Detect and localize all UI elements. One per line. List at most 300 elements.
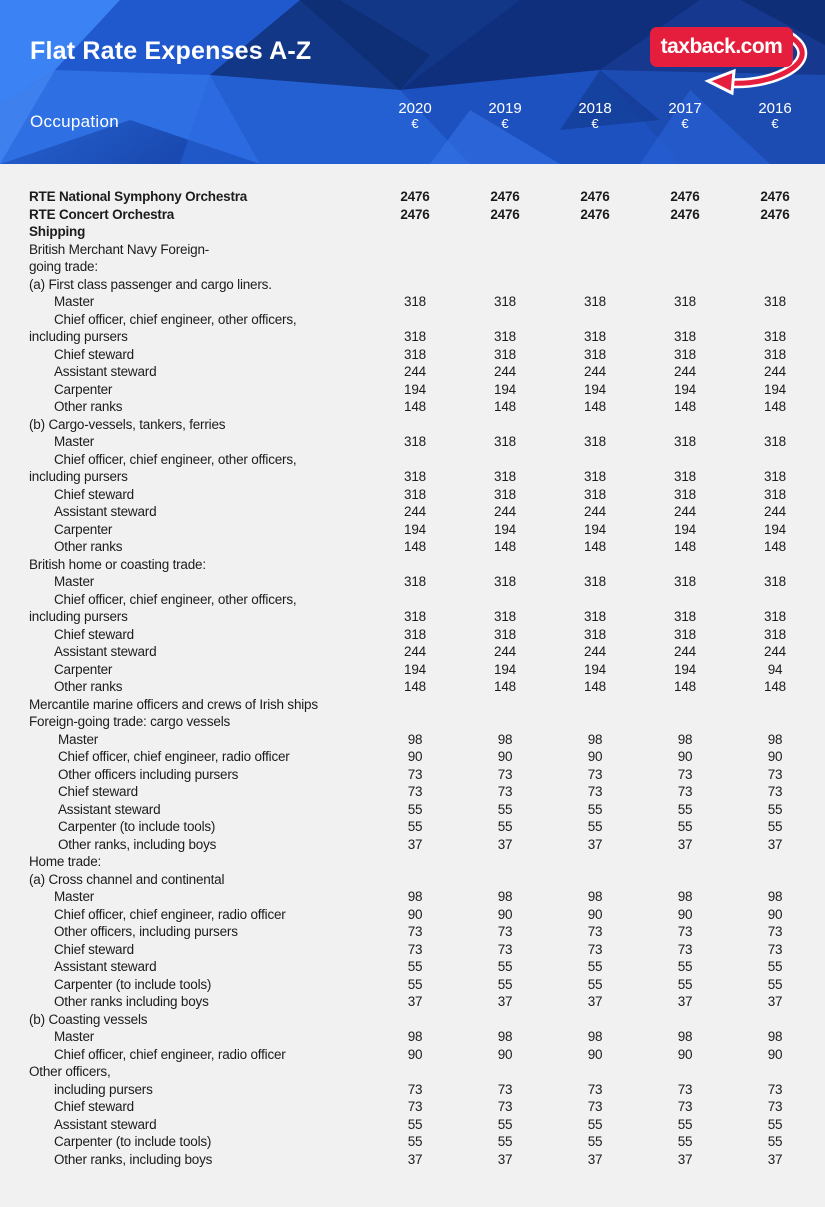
- row-label: RTE Concert Orchestra: [29, 206, 175, 222]
- row-value: 55: [587, 1116, 603, 1132]
- row-value: 55: [767, 959, 783, 974]
- row-value: 2476: [490, 206, 520, 222]
- row-label: Other ranks: [54, 679, 123, 694]
- row-value: 244: [764, 644, 786, 659]
- row-value: 90: [587, 1046, 603, 1062]
- row-value: 55: [497, 801, 513, 817]
- row-value: 73: [677, 1099, 693, 1114]
- row-value: 194: [764, 381, 786, 397]
- row-value: 318: [404, 434, 426, 449]
- row-value: 194: [404, 521, 426, 537]
- row-value: 194: [584, 661, 606, 677]
- row-value: 148: [674, 399, 696, 414]
- table-row: [0, 556, 825, 574]
- row-value: 98: [497, 889, 513, 904]
- row-value: 37: [497, 836, 513, 852]
- row-value: 37: [677, 836, 693, 852]
- table-row: [0, 503, 825, 521]
- row-value: 55: [767, 819, 783, 834]
- row-label: Chief officer, chief engineer, radio officer: [54, 1046, 286, 1062]
- row-label: (a) Cross channel and continental: [29, 871, 225, 887]
- row-value: 318: [764, 486, 786, 502]
- row-value: 148: [584, 539, 606, 554]
- row-label: Other officers, including pursers: [54, 924, 238, 939]
- table-row: [0, 433, 825, 451]
- row-value: 148: [494, 679, 516, 694]
- row-label: Assistant steward: [54, 959, 157, 974]
- row-label: Carpenter (to include tools): [54, 976, 212, 992]
- euro-symbol: €: [411, 116, 419, 132]
- row-value: 90: [407, 1046, 423, 1062]
- row-value: 318: [764, 469, 786, 484]
- row-value: 2476: [580, 206, 610, 222]
- row-label: Assistant steward: [54, 364, 157, 379]
- row-value: 37: [677, 1151, 693, 1167]
- row-label: including pursers: [54, 1081, 153, 1097]
- table-row: [0, 801, 825, 819]
- row-value: 55: [587, 819, 603, 834]
- row-value: 98: [587, 731, 603, 747]
- table-row: [0, 766, 825, 784]
- row-value: 2476: [490, 189, 520, 204]
- row-value: 73: [767, 924, 783, 939]
- row-label: Assistant steward: [58, 801, 161, 817]
- row-value: 55: [767, 1134, 783, 1149]
- row-label: Mercantile marine officers and crews of Irish ships: [29, 696, 318, 712]
- table-row: [0, 538, 825, 556]
- row-value: 194: [404, 661, 426, 677]
- row-value: 318: [674, 609, 696, 624]
- table-row: [0, 1011, 825, 1029]
- row-value: 90: [767, 1046, 783, 1062]
- table-row: [0, 1028, 825, 1046]
- row-value: 244: [494, 644, 516, 659]
- row-value: 318: [584, 329, 606, 344]
- row-value: 73: [407, 766, 423, 782]
- row-value: 55: [587, 959, 603, 974]
- year-label: 2016: [758, 100, 792, 117]
- row-value: 37: [677, 994, 693, 1009]
- row-value: 318: [674, 329, 696, 344]
- row-value: 90: [587, 749, 603, 764]
- row-value: 148: [764, 679, 786, 694]
- row-value: 148: [674, 679, 696, 694]
- row-value: 2476: [400, 206, 430, 222]
- row-value: 37: [587, 836, 603, 852]
- table-rows: [0, 164, 825, 1168]
- row-value: 148: [584, 399, 606, 414]
- row-value: 98: [407, 889, 423, 904]
- row-value: 55: [677, 801, 693, 817]
- row-value: 55: [497, 976, 513, 992]
- row-value: 90: [497, 749, 513, 764]
- row-value: 318: [404, 329, 426, 344]
- column-header-year-2017: [640, 100, 730, 132]
- row-label: Foreign-going trade: cargo vessels: [29, 714, 231, 729]
- row-value: 37: [407, 1151, 423, 1167]
- table-row: [0, 591, 825, 609]
- row-value: 55: [587, 1134, 603, 1149]
- table-row: [0, 363, 825, 381]
- table-row: [0, 871, 825, 889]
- row-value: 37: [767, 1151, 783, 1167]
- row-value: 148: [494, 539, 516, 554]
- table-row: [0, 311, 825, 329]
- row-value: 318: [494, 486, 516, 502]
- row-value: 98: [497, 1029, 513, 1044]
- row-value: 73: [407, 1099, 423, 1114]
- row-value: 90: [677, 1046, 693, 1062]
- year-label: 2019: [488, 100, 522, 117]
- row-label: (a) First class passenger and cargo liners.: [29, 276, 272, 292]
- row-label: Assistant steward: [54, 644, 157, 659]
- row-value: 73: [677, 924, 693, 939]
- table-row: [0, 1151, 825, 1169]
- row-value: 318: [584, 294, 606, 309]
- row-value: 94: [767, 661, 783, 677]
- year-label: 2018: [578, 100, 612, 117]
- row-value: 244: [404, 644, 426, 659]
- row-value: 318: [494, 469, 516, 484]
- row-value: 73: [677, 766, 693, 782]
- row-value: 98: [407, 731, 423, 747]
- row-value: 244: [674, 644, 696, 659]
- row-label: Assistant steward: [54, 504, 157, 519]
- row-value: 318: [584, 574, 606, 589]
- row-value: 194: [584, 381, 606, 397]
- row-value: 55: [407, 1116, 423, 1132]
- euro-symbol: €: [681, 116, 689, 132]
- row-value: 2476: [580, 189, 610, 204]
- row-label: Carpenter: [54, 661, 113, 677]
- row-value: 37: [407, 836, 423, 852]
- row-value: 73: [677, 784, 693, 799]
- row-label: going trade:: [29, 259, 98, 274]
- row-value: 37: [767, 994, 783, 1009]
- table-row: [0, 661, 825, 679]
- row-value: 148: [764, 399, 786, 414]
- row-value: 2476: [760, 206, 790, 222]
- table-row: [0, 976, 825, 994]
- row-label: Other officers,: [29, 1064, 111, 1079]
- row-label: Carpenter (to include tools): [58, 819, 216, 834]
- row-value: 73: [497, 1081, 513, 1097]
- table-row: [0, 678, 825, 696]
- row-label: British Merchant Navy Foreign-: [29, 241, 210, 257]
- table-row: [0, 993, 825, 1011]
- row-value: 55: [497, 1116, 513, 1132]
- table-row: [0, 521, 825, 539]
- expenses-table: [0, 164, 825, 1207]
- taxback-logo[interactable]: [640, 18, 825, 100]
- row-value: 194: [494, 661, 516, 677]
- row-value: 2476: [670, 189, 700, 204]
- row-label: Chief officer, chief engineer, other officers,: [54, 591, 297, 607]
- row-value: 55: [677, 1116, 693, 1132]
- table-row: [0, 923, 825, 941]
- row-value: 318: [584, 434, 606, 449]
- header-banner: [0, 0, 825, 164]
- row-value: 318: [494, 329, 516, 344]
- euro-symbol: €: [591, 116, 599, 132]
- row-value: 318: [674, 346, 696, 362]
- table-row: [0, 451, 825, 469]
- table-row: [0, 258, 825, 276]
- table-row: [0, 818, 825, 836]
- table-row: [0, 468, 825, 486]
- row-value: 55: [497, 1134, 513, 1149]
- row-value: 73: [497, 784, 513, 799]
- row-value: 244: [404, 364, 426, 379]
- row-value: 55: [767, 801, 783, 817]
- row-value: 318: [764, 574, 786, 589]
- row-value: 90: [767, 749, 783, 764]
- table-row: [0, 1081, 825, 1099]
- table-row: [0, 1116, 825, 1134]
- row-value: 318: [494, 609, 516, 624]
- row-value: 55: [497, 959, 513, 974]
- row-value: 318: [764, 294, 786, 309]
- row-value: 244: [584, 364, 606, 379]
- row-value: 244: [764, 364, 786, 379]
- row-value: 318: [764, 609, 786, 624]
- table-row: [0, 188, 825, 206]
- row-value: 73: [587, 1081, 603, 1097]
- row-value: 55: [677, 819, 693, 834]
- row-value: 90: [497, 906, 513, 922]
- row-value: 90: [677, 906, 693, 922]
- row-value: 98: [497, 731, 513, 747]
- table-row: [0, 206, 825, 224]
- row-value: 194: [404, 381, 426, 397]
- row-value: 73: [587, 941, 603, 957]
- row-value: 55: [407, 976, 423, 992]
- row-label: (b) Coasting vessels: [29, 1011, 148, 1027]
- table-row: [0, 223, 825, 241]
- row-value: 318: [404, 609, 426, 624]
- table-row: [0, 1098, 825, 1116]
- row-label: Chief steward: [54, 941, 134, 957]
- row-value: 73: [677, 1081, 693, 1097]
- row-value: 73: [407, 924, 423, 939]
- row-value: 55: [407, 959, 423, 974]
- table-row: [0, 836, 825, 854]
- row-value: 73: [497, 1099, 513, 1114]
- row-value: 37: [767, 836, 783, 852]
- row-label: Other ranks including boys: [54, 994, 209, 1009]
- row-value: 55: [767, 976, 783, 992]
- column-header-year-2018: [550, 100, 640, 132]
- page-title: Flat Rate Expenses A-Z: [30, 37, 312, 65]
- table-row: [0, 783, 825, 801]
- row-label: Master: [54, 434, 95, 449]
- table-row: [0, 1046, 825, 1064]
- row-label: Carpenter: [54, 521, 113, 537]
- row-value: 244: [674, 504, 696, 519]
- euro-symbol: €: [501, 116, 509, 132]
- row-value: 148: [494, 399, 516, 414]
- row-value: 318: [494, 626, 516, 642]
- row-label: Chief steward: [54, 1099, 134, 1114]
- row-value: 73: [587, 924, 603, 939]
- row-label: Home trade:: [29, 854, 102, 869]
- row-value: 73: [407, 784, 423, 799]
- row-label: Other ranks, including boys: [54, 1151, 213, 1167]
- row-value: 73: [587, 1099, 603, 1114]
- row-value: 318: [674, 486, 696, 502]
- row-label: including pursers: [29, 469, 128, 484]
- row-value: 73: [587, 766, 603, 782]
- row-label: Chief officer, chief engineer, other officers,: [54, 451, 297, 467]
- row-value: 244: [584, 644, 606, 659]
- row-value: 148: [404, 679, 426, 694]
- row-value: 73: [497, 941, 513, 957]
- row-value: 37: [497, 1151, 513, 1167]
- row-value: 98: [677, 1029, 693, 1044]
- table-row: [0, 696, 825, 714]
- table-row: [0, 643, 825, 661]
- table-row: [0, 293, 825, 311]
- year-label: 2017: [668, 100, 702, 117]
- row-value: 55: [677, 1134, 693, 1149]
- row-label: Other ranks, including boys: [58, 836, 217, 852]
- row-value: 2476: [760, 189, 790, 204]
- row-value: 318: [404, 486, 426, 502]
- row-label: Chief officer, chief engineer, radio officer: [58, 749, 290, 764]
- row-value: 244: [494, 504, 516, 519]
- row-value: 37: [497, 994, 513, 1009]
- row-value: 98: [677, 889, 693, 904]
- row-value: 318: [404, 469, 426, 484]
- row-value: 318: [404, 574, 426, 589]
- table-row: [0, 1063, 825, 1081]
- row-label: including pursers: [29, 609, 128, 624]
- row-label: Master: [54, 889, 95, 904]
- row-value: 244: [404, 504, 426, 519]
- row-label: Carpenter: [54, 381, 113, 397]
- row-value: 318: [404, 346, 426, 362]
- row-value: 90: [407, 749, 423, 764]
- table-row: [0, 398, 825, 416]
- row-value: 90: [497, 1046, 513, 1062]
- row-label: Other ranks: [54, 399, 123, 414]
- row-value: 73: [767, 1081, 783, 1097]
- row-label: Assistant steward: [54, 1116, 157, 1132]
- row-label: Other officers including pursers: [58, 766, 239, 782]
- row-value: 55: [587, 976, 603, 992]
- row-value: 37: [407, 994, 423, 1009]
- table-row: [0, 748, 825, 766]
- row-value: 98: [587, 889, 603, 904]
- row-value: 2476: [400, 189, 430, 204]
- row-label: Master: [54, 574, 95, 589]
- row-label: Chief officer, chief engineer, other officers,: [54, 311, 297, 327]
- row-value: 318: [494, 434, 516, 449]
- table-row: [0, 241, 825, 259]
- row-value: 194: [674, 661, 696, 677]
- row-value: 194: [584, 521, 606, 537]
- table-row: [0, 416, 825, 434]
- row-value: 318: [674, 469, 696, 484]
- row-value: 318: [764, 626, 786, 642]
- table-row: [0, 626, 825, 644]
- table-row: [0, 731, 825, 749]
- row-value: 244: [764, 504, 786, 519]
- row-value: 73: [767, 766, 783, 782]
- row-value: 244: [584, 504, 606, 519]
- row-value: 194: [494, 381, 516, 397]
- row-value: 55: [407, 801, 423, 817]
- table-column-headers: [0, 100, 825, 148]
- table-row: [0, 276, 825, 294]
- table-row: [0, 888, 825, 906]
- row-value: 90: [407, 906, 423, 922]
- table-row: [0, 713, 825, 731]
- row-label: Master: [54, 1029, 95, 1044]
- row-value: 90: [677, 749, 693, 764]
- row-value: 318: [764, 329, 786, 344]
- row-value: 148: [404, 399, 426, 414]
- row-value: 148: [674, 539, 696, 554]
- table-row: [0, 346, 825, 364]
- column-header-year-2016: [730, 100, 820, 132]
- row-value: 318: [494, 346, 516, 362]
- row-value: 90: [767, 906, 783, 922]
- taxback-logo-box: [650, 27, 793, 67]
- table-row: [0, 573, 825, 591]
- row-value: 318: [674, 434, 696, 449]
- row-value: 55: [407, 819, 423, 834]
- row-value: 194: [494, 521, 516, 537]
- row-value: 148: [764, 539, 786, 554]
- row-value: 73: [407, 1081, 423, 1097]
- row-value: 73: [767, 941, 783, 957]
- row-value: 98: [767, 1029, 783, 1044]
- row-label: Chief steward: [54, 486, 134, 502]
- table-row: [0, 608, 825, 626]
- row-label: including pursers: [29, 329, 128, 344]
- table-row: [0, 1133, 825, 1151]
- row-value: 98: [767, 889, 783, 904]
- table-row: [0, 486, 825, 504]
- row-value: 318: [674, 294, 696, 309]
- table-row: [0, 381, 825, 399]
- row-value: 90: [587, 906, 603, 922]
- column-header-year-2020: [370, 100, 460, 132]
- row-value: 55: [677, 976, 693, 992]
- table-row: [0, 328, 825, 346]
- row-value: 98: [767, 731, 783, 747]
- row-value: 2476: [670, 206, 700, 222]
- table-row: [0, 906, 825, 924]
- row-value: 318: [404, 294, 426, 309]
- row-value: 194: [674, 381, 696, 397]
- row-value: 73: [767, 1099, 783, 1114]
- row-value: 73: [407, 941, 423, 957]
- row-value: 55: [677, 959, 693, 974]
- row-value: 244: [494, 364, 516, 379]
- row-value: 318: [494, 574, 516, 589]
- row-value: 318: [764, 434, 786, 449]
- row-value: 37: [587, 1151, 603, 1167]
- row-label: Chief steward: [54, 626, 134, 642]
- row-label: Carpenter (to include tools): [54, 1134, 212, 1149]
- row-value: 98: [587, 1029, 603, 1044]
- row-value: 73: [677, 941, 693, 957]
- row-value: 318: [584, 486, 606, 502]
- row-label: Chief officer, chief engineer, radio officer: [54, 906, 286, 922]
- table-row: [0, 941, 825, 959]
